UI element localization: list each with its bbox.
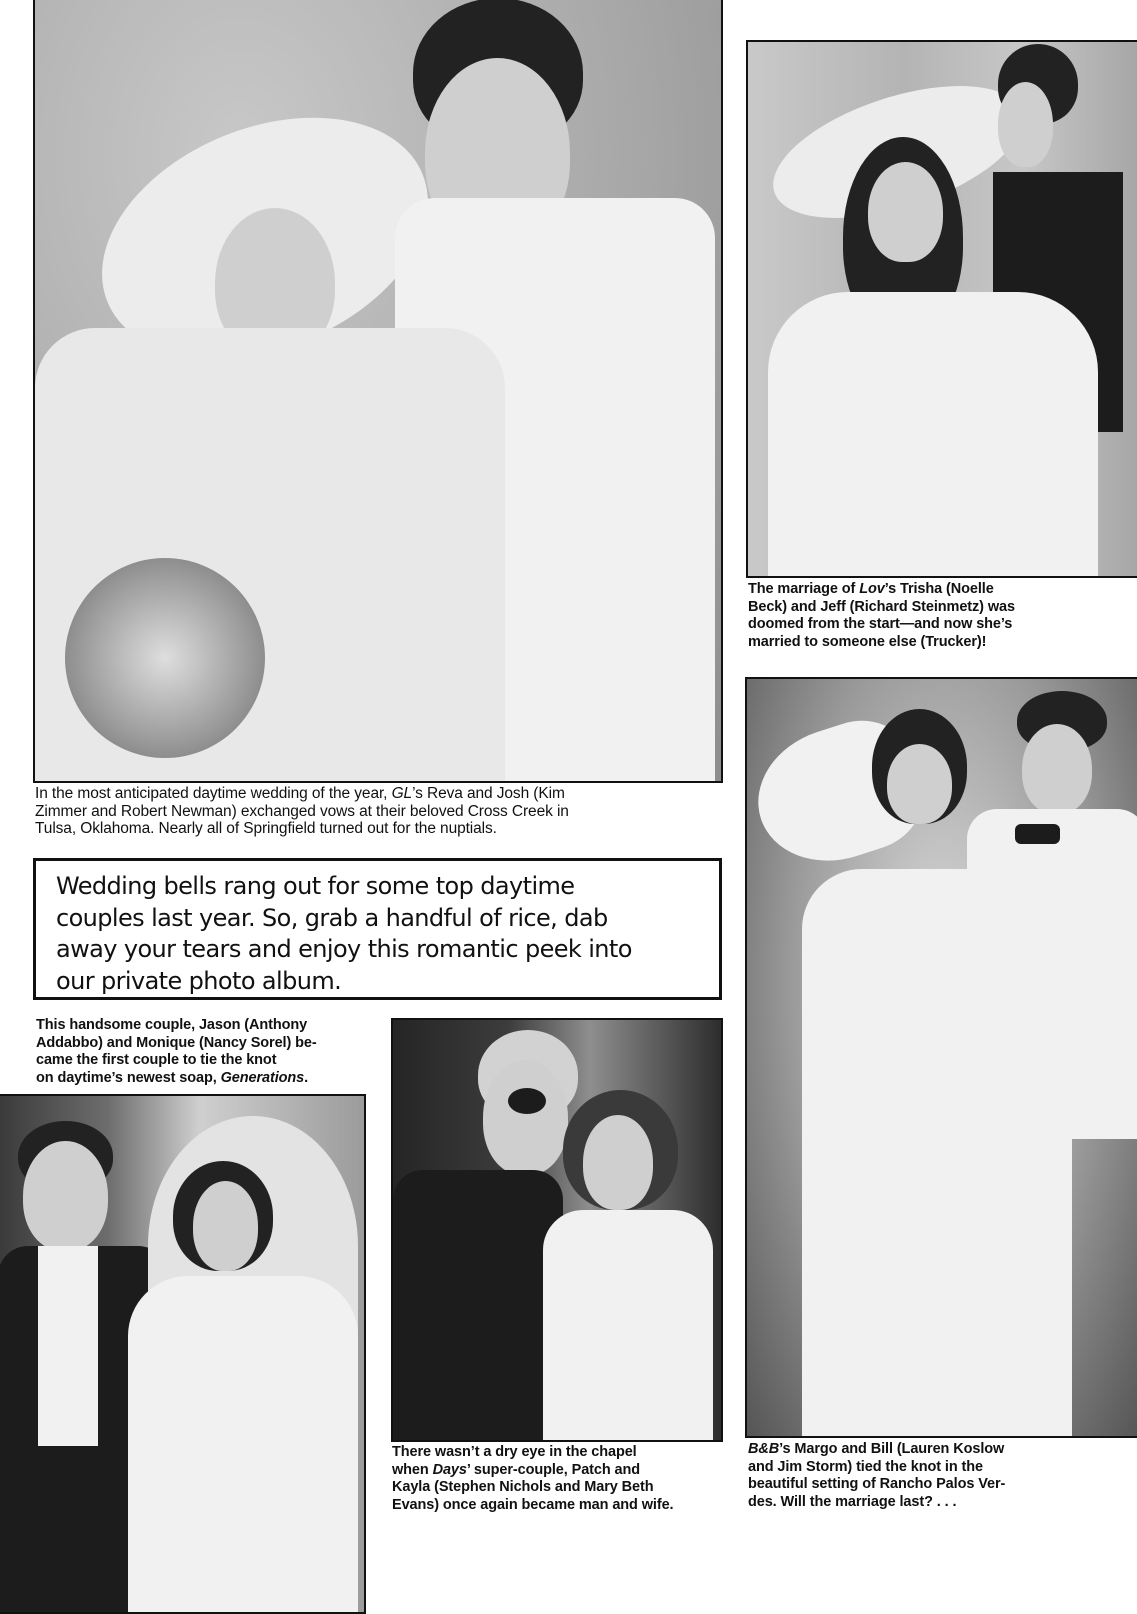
eye-patch	[508, 1088, 546, 1114]
photo-days-patch-kayla	[391, 1018, 723, 1442]
bouquet	[65, 558, 265, 758]
groom-shirt	[38, 1246, 98, 1446]
headline-line: away your tears and enjoy this romantic peek into	[56, 935, 632, 963]
groom-face	[483, 1060, 568, 1175]
headline-line: Wedding bells rang out for some top daytime	[56, 872, 575, 900]
bride-face	[868, 162, 943, 262]
photo-gl-reva-josh	[33, 0, 723, 783]
headline-box	[33, 858, 722, 1000]
headline-line: our private photo album.	[56, 966, 342, 995]
bride-gown	[543, 1210, 713, 1442]
bride-gown	[768, 292, 1098, 578]
photo-generations-jason-monique	[0, 1094, 366, 1614]
caption-days: There wasn’t a dry eye in the chapel when Days’ super-couple, Patch and Kayla (Stephen Nichols and Mary Beth Evans) once again became man and wife.	[392, 1444, 674, 1513]
groom-face	[1022, 724, 1092, 814]
bride-face	[583, 1115, 653, 1210]
photo-lov-trisha-jeff	[746, 40, 1137, 578]
caption-bb: B&B’s Margo and Bill (Lauren Koslow and Jim Storm) tied the knot in the beautiful setting of Rancho Palos Ver- des. Will the marriage last? . . .	[748, 1441, 1006, 1510]
bride-face	[193, 1181, 258, 1271]
bride-face	[887, 744, 952, 824]
groom-bow-tie	[1015, 824, 1060, 844]
caption-generations: This handsome couple, Jason (Anthony Addabbo) and Monique (Nancy Sorel) be- came the first couple to tie the knot on daytime’s newest soap, Generations.	[36, 1017, 317, 1086]
photo-bb-margo-bill	[745, 677, 1137, 1438]
headline-line: couples last year. So, grab a handful of rice, dab	[56, 903, 608, 932]
groom-suit	[393, 1170, 563, 1442]
groom-face	[23, 1141, 108, 1251]
groom-face	[998, 82, 1053, 167]
caption-gl: In the most anticipated daytime wedding of the year, GL’s Reva and Josh (Kim Zimmer and Robert Newman) exchanged vows at their beloved Cross Creek in Tulsa, Oklahoma. Nearly all of Springfield turned out for the nuptials.	[35, 785, 569, 837]
caption-lov: The marriage of Lov’s Trisha (Noelle Beck) and Jeff (Richard Steinmetz) was doomed from the start—and now she’s married to someone else (Trucker)!	[748, 581, 1015, 650]
bride-gown	[802, 869, 1072, 1438]
bride-gown	[128, 1276, 358, 1614]
